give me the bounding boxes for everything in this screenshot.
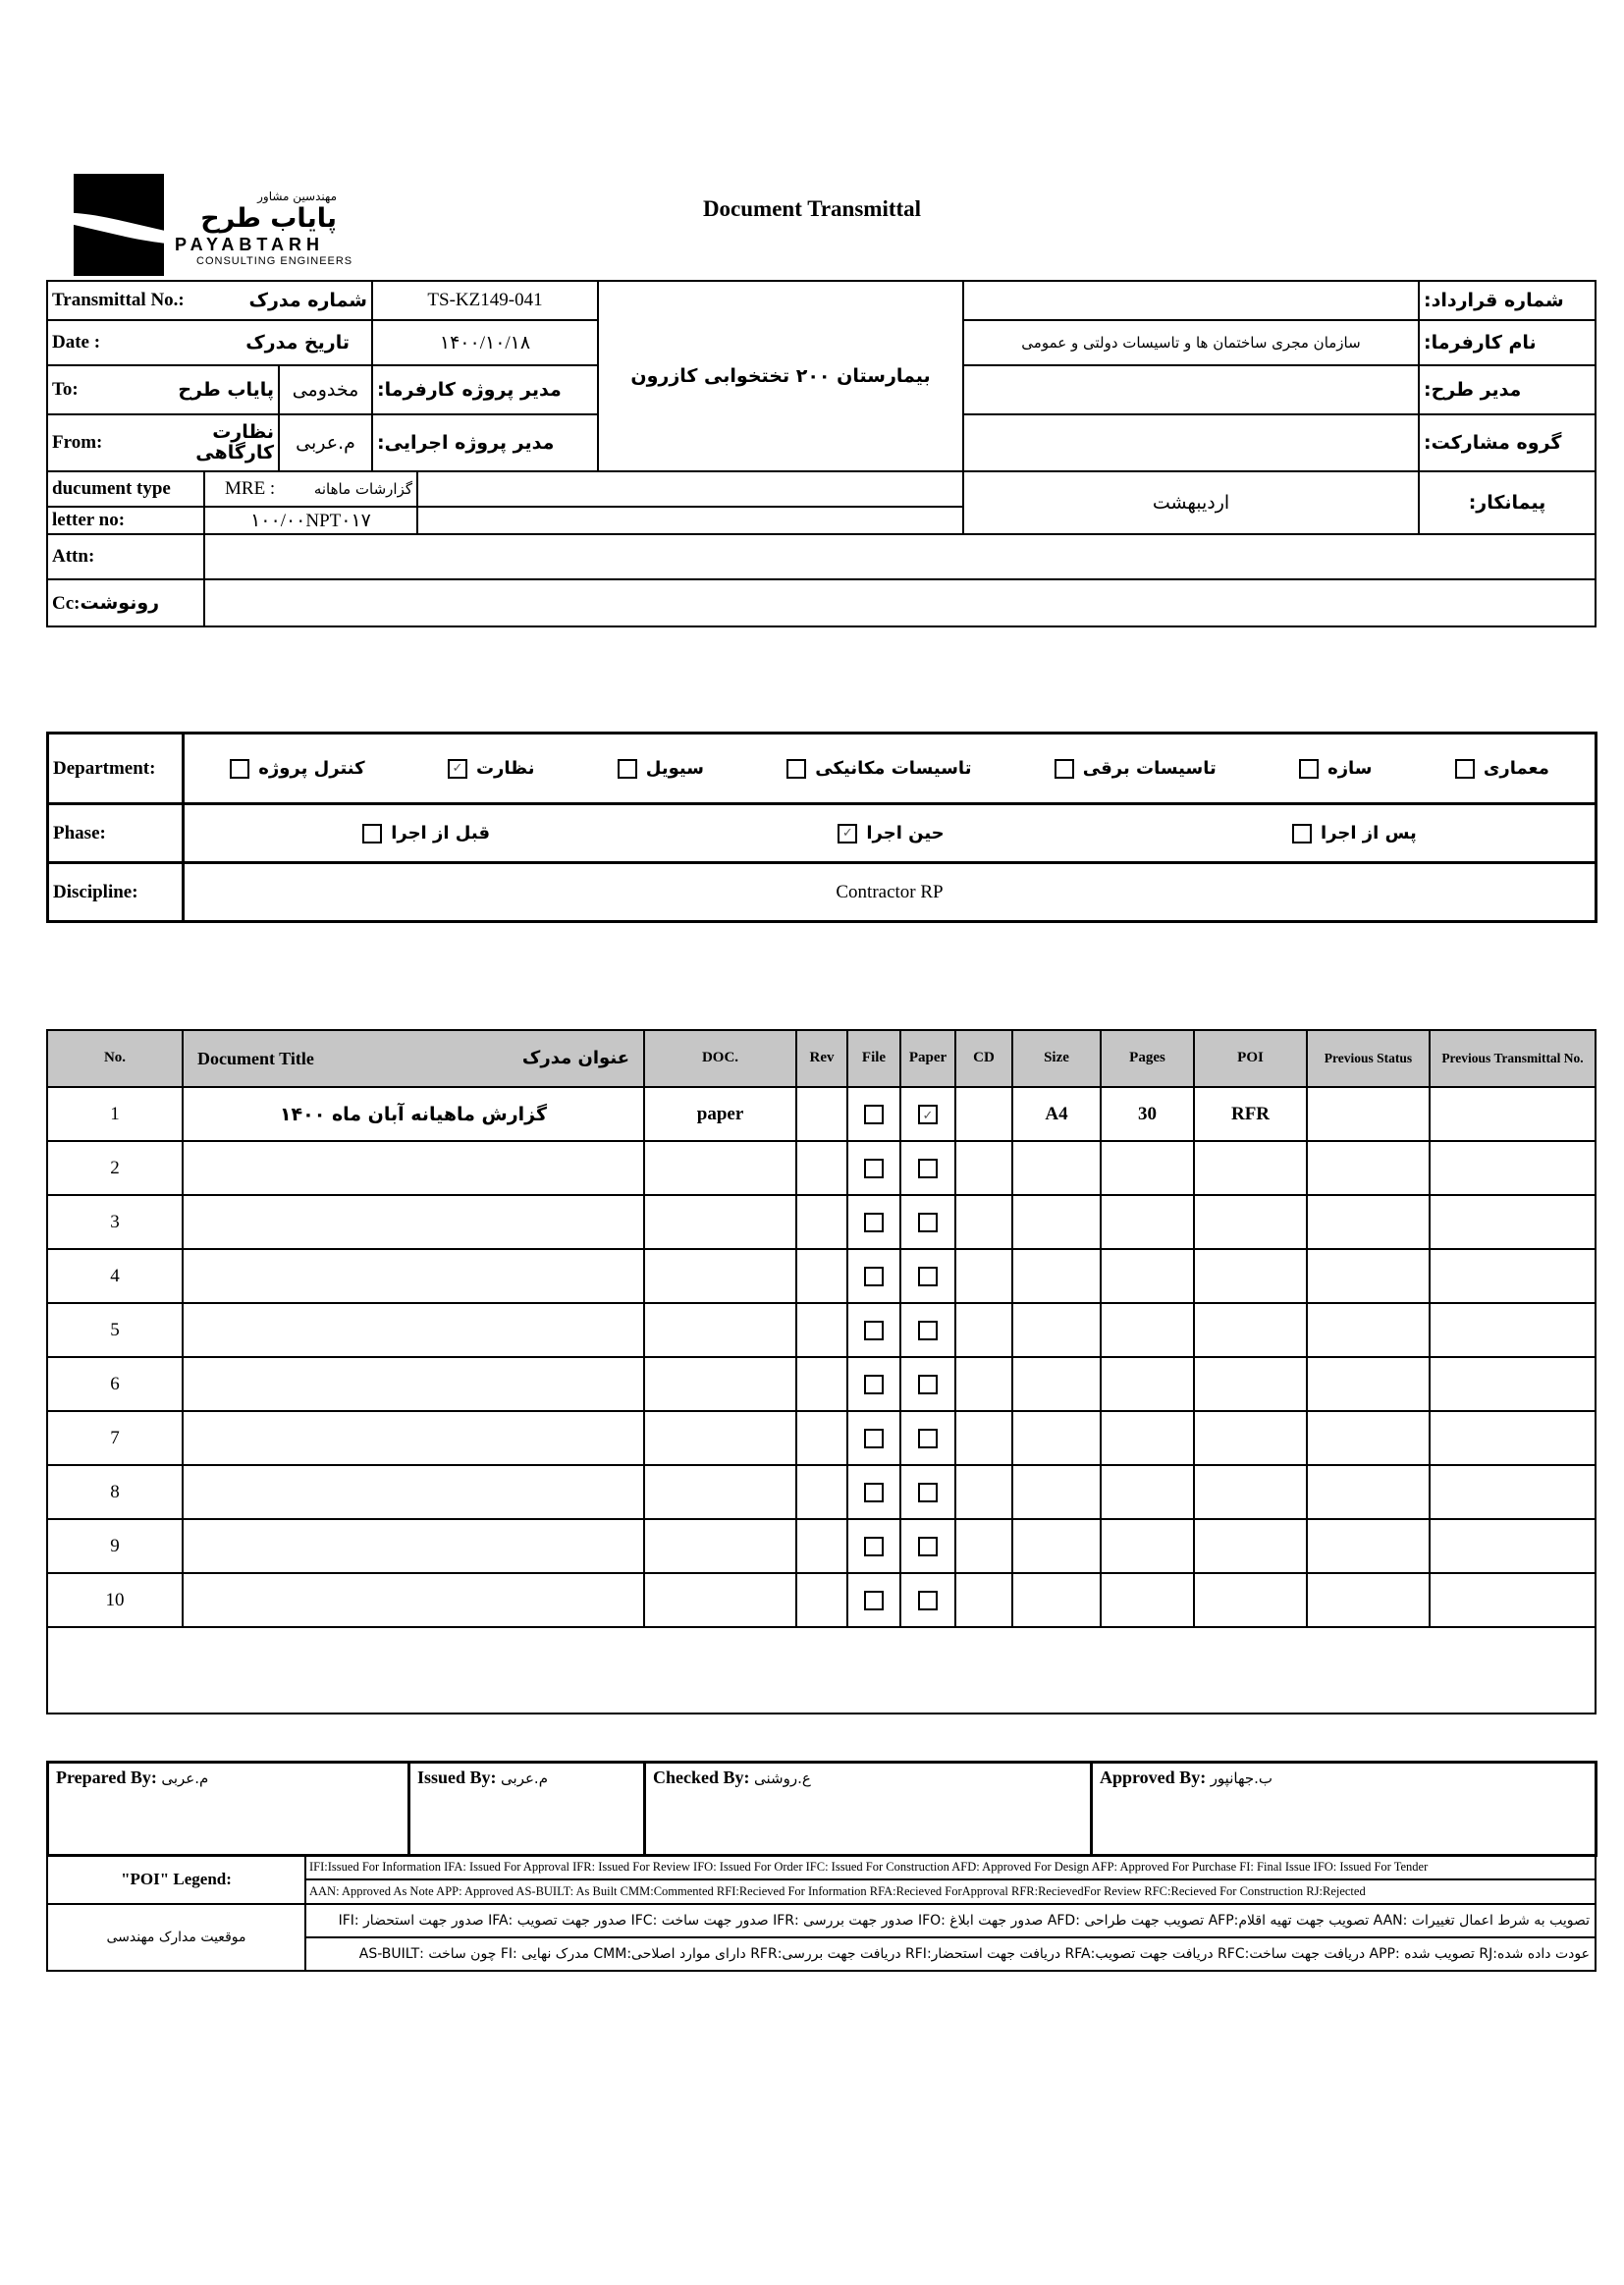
from-row-label: From: نظارت کارگاهی bbox=[47, 414, 279, 471]
attn-label: Attn: bbox=[47, 534, 204, 579]
doc-paper bbox=[900, 1411, 955, 1465]
transmittal-no-label: Transmittal No.: شماره مدرک bbox=[47, 281, 372, 320]
doc-pages bbox=[1101, 1465, 1194, 1519]
file-checkbox[interactable] bbox=[864, 1321, 884, 1340]
doc-file bbox=[847, 1141, 900, 1195]
doc-rev bbox=[796, 1357, 847, 1411]
approved-by-cell bbox=[1092, 1763, 1597, 1856]
table-row bbox=[47, 1573, 1596, 1627]
col-size: Size bbox=[1012, 1030, 1101, 1087]
contractor-value: اردیبهشت bbox=[963, 471, 1419, 534]
doc-paper bbox=[900, 1087, 955, 1141]
contract-no-label: شماره قرارداد: bbox=[1419, 281, 1596, 320]
doc-title bbox=[183, 1141, 644, 1195]
before-execution-checkbox[interactable] bbox=[362, 824, 382, 843]
doc-poi bbox=[1194, 1411, 1307, 1465]
doc-size bbox=[1012, 1357, 1101, 1411]
contractor-label: پیمانکار: bbox=[1419, 471, 1596, 534]
empty-area bbox=[47, 1627, 1596, 1714]
doc-cd bbox=[955, 1195, 1012, 1249]
checked-by-value: ع.روشنی bbox=[754, 1769, 811, 1787]
file-checkbox[interactable] bbox=[864, 1483, 884, 1502]
department-label: Department: bbox=[48, 734, 184, 804]
partnership-label: گروه مشارکت: bbox=[1419, 414, 1596, 471]
doc-no: 6 bbox=[47, 1357, 183, 1411]
doc-type bbox=[644, 1519, 796, 1573]
brand-fa-big: پایاب طرح bbox=[200, 203, 337, 234]
doc-pages bbox=[1101, 1411, 1194, 1465]
doc-file bbox=[847, 1249, 900, 1303]
doc-prev-status bbox=[1307, 1195, 1430, 1249]
exec-pm-label: مدیر پروژه اجرایی: bbox=[372, 414, 598, 471]
doc-type bbox=[644, 1411, 796, 1465]
doc-file bbox=[847, 1573, 900, 1627]
col-prev-status: Previous Status bbox=[1307, 1030, 1430, 1087]
doc-prev-status bbox=[1307, 1411, 1430, 1465]
doc-size bbox=[1012, 1519, 1101, 1573]
client-value: سازمان مجری ساختمان ها و تاسیسات دولتی و عمومی bbox=[963, 320, 1419, 365]
doc-type bbox=[644, 1249, 796, 1303]
paper-checkbox[interactable] bbox=[918, 1429, 938, 1448]
doc-poi: RFR bbox=[1194, 1087, 1307, 1141]
table-row bbox=[47, 1087, 1596, 1141]
doc-prev-status bbox=[1307, 1303, 1430, 1357]
doc-no: 2 bbox=[47, 1141, 183, 1195]
doc-title bbox=[183, 1573, 644, 1627]
option-before-execution: قبل از اجرا bbox=[362, 823, 490, 843]
signatures-table bbox=[46, 1761, 1597, 1857]
doc-type bbox=[644, 1357, 796, 1411]
doc-pages bbox=[1101, 1519, 1194, 1573]
plan-manager-label: مدیر طرح: bbox=[1419, 365, 1596, 414]
option-after-execution: پس از اجرا bbox=[1292, 823, 1417, 843]
doc-paper bbox=[900, 1357, 955, 1411]
col-poi: POI bbox=[1194, 1030, 1307, 1087]
doc-size bbox=[1012, 1249, 1101, 1303]
file-checkbox[interactable] bbox=[864, 1375, 884, 1394]
doc-pages bbox=[1101, 1357, 1194, 1411]
page-title: Document Transmittal bbox=[702, 196, 922, 221]
col-rev: Rev bbox=[796, 1030, 847, 1087]
col-no: No. bbox=[47, 1030, 183, 1087]
doc-no: 10 bbox=[47, 1573, 183, 1627]
doc-type bbox=[644, 1303, 796, 1357]
doc-pages bbox=[1101, 1573, 1194, 1627]
doc-type bbox=[644, 1465, 796, 1519]
paper-checkbox[interactable] bbox=[918, 1159, 938, 1178]
empty-footer-row bbox=[47, 1627, 1596, 1714]
doc-pages bbox=[1101, 1303, 1194, 1357]
doc-title: گزارش ماهیانه آبان ماه ۱۴۰۰ bbox=[183, 1087, 644, 1141]
letter-no-value: ۱۰۰/۰۰NPT۰۱۷ bbox=[204, 507, 417, 534]
supervision-checkbox[interactable]: ✓ bbox=[448, 759, 467, 779]
approved-by-value: ب.جهانپور bbox=[1210, 1769, 1273, 1787]
doc-size bbox=[1012, 1573, 1101, 1627]
brand-fa-small: مهندسین مشاور bbox=[257, 190, 337, 203]
empty-cell bbox=[417, 507, 963, 534]
documents-table bbox=[46, 1029, 1597, 1714]
option-supervision: نظارت ✓ bbox=[448, 758, 535, 779]
doc-no: 1 bbox=[47, 1087, 183, 1141]
doc-no: 4 bbox=[47, 1249, 183, 1303]
doc-poi bbox=[1194, 1195, 1307, 1249]
paper-checkbox[interactable] bbox=[918, 1591, 938, 1610]
file-checkbox[interactable] bbox=[864, 1267, 884, 1286]
brand-en: PAYABTARH bbox=[175, 234, 325, 254]
doc-rev bbox=[796, 1465, 847, 1519]
file-checkbox[interactable] bbox=[864, 1105, 884, 1124]
approved-by-label: Approved By: bbox=[1100, 1768, 1207, 1787]
doc-rev bbox=[796, 1411, 847, 1465]
doc-no: 8 bbox=[47, 1465, 183, 1519]
cc-value bbox=[204, 579, 1596, 626]
doc-paper bbox=[900, 1519, 955, 1573]
table-row bbox=[47, 1465, 1596, 1519]
doc-cd bbox=[955, 1519, 1012, 1573]
file-checkbox[interactable] bbox=[864, 1213, 884, 1232]
doc-prev-transmittal bbox=[1430, 1141, 1596, 1195]
doc-no: 3 bbox=[47, 1195, 183, 1249]
doc-pages bbox=[1101, 1249, 1194, 1303]
option-architecture: معماری bbox=[1455, 758, 1549, 779]
doc-rev bbox=[796, 1249, 847, 1303]
table-row bbox=[47, 1519, 1596, 1573]
doc-pages bbox=[1101, 1195, 1194, 1249]
option-during-execution: حین اجرا ✓ bbox=[838, 823, 944, 843]
doc-cd bbox=[955, 1303, 1012, 1357]
doc-rev bbox=[796, 1087, 847, 1141]
doc-prev-status bbox=[1307, 1519, 1430, 1573]
doc-pages: 30 bbox=[1101, 1087, 1194, 1141]
discipline-label: Discipline: bbox=[48, 863, 184, 922]
prepared-by-cell bbox=[48, 1763, 409, 1856]
poi-legend-table bbox=[46, 1854, 1597, 1972]
doc-poi bbox=[1194, 1573, 1307, 1627]
doc-prev-status bbox=[1307, 1087, 1430, 1141]
doc-size bbox=[1012, 1411, 1101, 1465]
option-project-control: کنترل پروژه bbox=[230, 758, 364, 779]
legend-fa-line2: عودت داده شده:RJ تصویب شده :APP دریافت جهت ساخت:RFC دریافت جهت تصویب:RFA دریافت جهت استحضار:RFI دریافت جهت بررسی:RFR دارای موارد اصلاحی:CMM مدرک نهایی :FI چون ساخت :AS-BUILT bbox=[305, 1937, 1596, 1971]
position-legend-label: موقعیت مدارک مهندسی bbox=[47, 1904, 305, 1971]
prepared-by-label: Prepared By: bbox=[56, 1768, 157, 1787]
doc-poi bbox=[1194, 1465, 1307, 1519]
doc-rev bbox=[796, 1573, 847, 1627]
doc-poi bbox=[1194, 1249, 1307, 1303]
doc-file bbox=[847, 1357, 900, 1411]
doc-prev-status bbox=[1307, 1573, 1430, 1627]
table-row bbox=[47, 1141, 1596, 1195]
doc-title bbox=[183, 1411, 644, 1465]
architecture-checkbox[interactable] bbox=[1455, 759, 1475, 779]
doc-prev-transmittal bbox=[1430, 1465, 1596, 1519]
doc-prev-transmittal bbox=[1430, 1357, 1596, 1411]
table-row bbox=[47, 1249, 1596, 1303]
doc-size bbox=[1012, 1141, 1101, 1195]
doc-no: 9 bbox=[47, 1519, 183, 1573]
contract-no-value bbox=[963, 281, 1419, 320]
client-label: نام کارفرما: bbox=[1419, 320, 1596, 365]
table-row bbox=[47, 1411, 1596, 1465]
doc-poi bbox=[1194, 1303, 1307, 1357]
doc-poi bbox=[1194, 1357, 1307, 1411]
date-label: Date : تاریخ مدرک bbox=[47, 320, 372, 365]
doc-type bbox=[644, 1573, 796, 1627]
mechanical-checkbox[interactable] bbox=[786, 759, 806, 779]
project-name: بیمارستان ۲۰۰ تختخوابی کازرون bbox=[598, 281, 963, 471]
doc-no: 7 bbox=[47, 1411, 183, 1465]
paper-checkbox[interactable] bbox=[918, 1537, 938, 1556]
payabtarh-logo-icon bbox=[74, 174, 164, 276]
doc-rev bbox=[796, 1519, 847, 1573]
doc-prev-transmittal bbox=[1430, 1411, 1596, 1465]
transmittal-no-value: TS-KZ149-041 bbox=[372, 281, 598, 320]
doc-cd bbox=[955, 1573, 1012, 1627]
plan-manager-value bbox=[963, 365, 1419, 414]
legend-en-line2: AAN: Approved As Note APP: Approved AS-BUILT: As Built CMM:Commented RFI:Recieved For Information RFA:Recieved ForApproval RFR:RecievedFor Review RFC:Recieved For Construction RJ:Rejected bbox=[305, 1879, 1596, 1904]
doc-poi bbox=[1194, 1519, 1307, 1573]
legend-en-line1: IFI:Issued For Information IFA: Issued For Approval IFR: Issued For Review IFO: Issued For Order IFC: Issued For Construction AFD: Approved For Design AFP: Approved For Purchase FI: Final Issue IFO: Issued For Tender bbox=[305, 1855, 1596, 1879]
doc-size bbox=[1012, 1303, 1101, 1357]
paper-checkbox[interactable] bbox=[918, 1267, 938, 1286]
legend-fa-line1: تصویب به شرط اعمال تغییرات :AAN تصویب جهت تهیه اقلام:AFP تصویب جهت طراحی :AFD صدور جهت ابلاغ :IFO صدور جهت بررسی :IFR صدور جهت ساخت :IFC صدور جهت تصویب :IFA صدور جهت استحضار :IFI bbox=[305, 1904, 1596, 1937]
doc-title bbox=[183, 1195, 644, 1249]
doc-cd bbox=[955, 1249, 1012, 1303]
doc-title bbox=[183, 1249, 644, 1303]
doc-paper bbox=[900, 1465, 955, 1519]
to-row-label: To: پایاب طرح bbox=[47, 365, 279, 414]
client-pm-label: مدیر پروژه کارفرما: bbox=[372, 365, 598, 414]
doc-cd bbox=[955, 1087, 1012, 1141]
table-row bbox=[47, 1303, 1596, 1357]
doc-rev bbox=[796, 1303, 847, 1357]
issued-by-value: م.عربی bbox=[501, 1769, 548, 1787]
doc-cd bbox=[955, 1465, 1012, 1519]
doc-rev bbox=[796, 1195, 847, 1249]
doc-poi bbox=[1194, 1141, 1307, 1195]
doc-prev-status bbox=[1307, 1357, 1430, 1411]
table-row bbox=[47, 1195, 1596, 1249]
file-checkbox[interactable] bbox=[864, 1159, 884, 1178]
issued-by-label: Issued By: bbox=[417, 1768, 497, 1787]
document-type-value: MRE : گزارشات ماهانه bbox=[204, 471, 417, 507]
file-checkbox[interactable] bbox=[864, 1591, 884, 1610]
phase-options bbox=[184, 804, 1597, 863]
doc-no: 5 bbox=[47, 1303, 183, 1357]
doc-paper bbox=[900, 1303, 955, 1357]
doc-paper bbox=[900, 1249, 955, 1303]
paper-checkbox[interactable] bbox=[918, 1321, 938, 1340]
doc-size: A4 bbox=[1012, 1087, 1101, 1141]
electrical-checkbox[interactable] bbox=[1055, 759, 1074, 779]
doc-file bbox=[847, 1411, 900, 1465]
doc-prev-status bbox=[1307, 1249, 1430, 1303]
doc-file bbox=[847, 1519, 900, 1573]
paper-checkbox[interactable]: ✓ bbox=[918, 1105, 938, 1124]
col-title: Document Title عنوان مدرک bbox=[183, 1030, 644, 1087]
doc-prev-transmittal bbox=[1430, 1249, 1596, 1303]
prepared-by-value: م.عربی bbox=[161, 1769, 209, 1787]
after-execution-checkbox[interactable] bbox=[1292, 824, 1312, 843]
doc-file bbox=[847, 1195, 900, 1249]
col-paper: Paper bbox=[900, 1030, 955, 1087]
doc-cd bbox=[955, 1141, 1012, 1195]
doc-prev-transmittal bbox=[1430, 1087, 1596, 1141]
doc-title bbox=[183, 1303, 644, 1357]
date-value: ۱۴۰۰/۱۰/۱۸ bbox=[372, 320, 598, 365]
doc-file bbox=[847, 1303, 900, 1357]
option-electrical: تاسیسات برقی bbox=[1055, 758, 1217, 779]
from-person: م.عربی bbox=[279, 414, 372, 471]
doc-size bbox=[1012, 1465, 1101, 1519]
doc-title bbox=[183, 1465, 644, 1519]
col-cd: CD bbox=[955, 1030, 1012, 1087]
project-control-checkbox[interactable] bbox=[230, 759, 249, 779]
department-options bbox=[184, 734, 1597, 804]
doc-paper bbox=[900, 1573, 955, 1627]
structure-checkbox[interactable] bbox=[1299, 759, 1319, 779]
issued-by-cell bbox=[409, 1763, 645, 1856]
doc-prev-transmittal bbox=[1430, 1303, 1596, 1357]
file-checkbox[interactable] bbox=[864, 1429, 884, 1448]
doc-size bbox=[1012, 1195, 1101, 1249]
option-mechanical: تاسیسات مکانیکی bbox=[786, 758, 971, 779]
doc-paper bbox=[900, 1141, 955, 1195]
col-doc: DOC. bbox=[644, 1030, 796, 1087]
document-type-label: ducument type bbox=[47, 471, 204, 507]
doc-pages bbox=[1101, 1141, 1194, 1195]
doc-cd bbox=[955, 1357, 1012, 1411]
file-checkbox[interactable] bbox=[864, 1537, 884, 1556]
doc-prev-status bbox=[1307, 1465, 1430, 1519]
partnership-value bbox=[963, 414, 1419, 471]
col-prev-transmittal: Previous Transmittal No. bbox=[1430, 1030, 1596, 1087]
brand-en-sub: CONSULTING ENGINEERS bbox=[196, 255, 353, 268]
to-person: مخدومی bbox=[279, 365, 372, 414]
col-file: File bbox=[847, 1030, 900, 1087]
doc-file bbox=[847, 1465, 900, 1519]
col-pages: Pages bbox=[1101, 1030, 1194, 1087]
option-civil: سیویل bbox=[618, 758, 704, 779]
doc-prev-status bbox=[1307, 1141, 1430, 1195]
poi-legend-label: "POI" Legend: bbox=[47, 1855, 305, 1904]
checked-by-label: Checked By: bbox=[653, 1768, 750, 1787]
checked-by-cell bbox=[645, 1763, 1092, 1856]
doc-title bbox=[183, 1357, 644, 1411]
doc-prev-transmittal bbox=[1430, 1573, 1596, 1627]
cc-label: Cc:رونوشت bbox=[47, 579, 204, 626]
civil-checkbox[interactable] bbox=[618, 759, 637, 779]
attn-value bbox=[204, 534, 1596, 579]
letter-no-label: letter no: bbox=[47, 507, 204, 534]
paper-checkbox[interactable] bbox=[918, 1375, 938, 1394]
doc-title bbox=[183, 1519, 644, 1573]
doc-cd bbox=[955, 1411, 1012, 1465]
phase-label: Phase: bbox=[48, 804, 184, 863]
doc-file bbox=[847, 1087, 900, 1141]
doc-prev-transmittal bbox=[1430, 1195, 1596, 1249]
documents-header-row bbox=[47, 1030, 1596, 1087]
doc-prev-transmittal bbox=[1430, 1519, 1596, 1573]
transmittal-info-table bbox=[46, 280, 1597, 627]
classification-table bbox=[46, 732, 1597, 923]
paper-checkbox[interactable] bbox=[918, 1213, 938, 1232]
doc-type bbox=[644, 1141, 796, 1195]
during-execution-checkbox[interactable]: ✓ bbox=[838, 824, 857, 843]
doc-type bbox=[644, 1195, 796, 1249]
paper-checkbox[interactable] bbox=[918, 1483, 938, 1502]
empty-cell bbox=[417, 471, 963, 507]
discipline-value: Contractor RP bbox=[184, 863, 1597, 922]
doc-paper bbox=[900, 1195, 955, 1249]
table-row bbox=[47, 1357, 1596, 1411]
doc-type: paper bbox=[644, 1087, 796, 1141]
doc-rev bbox=[796, 1141, 847, 1195]
option-structure: سازه bbox=[1299, 758, 1372, 779]
